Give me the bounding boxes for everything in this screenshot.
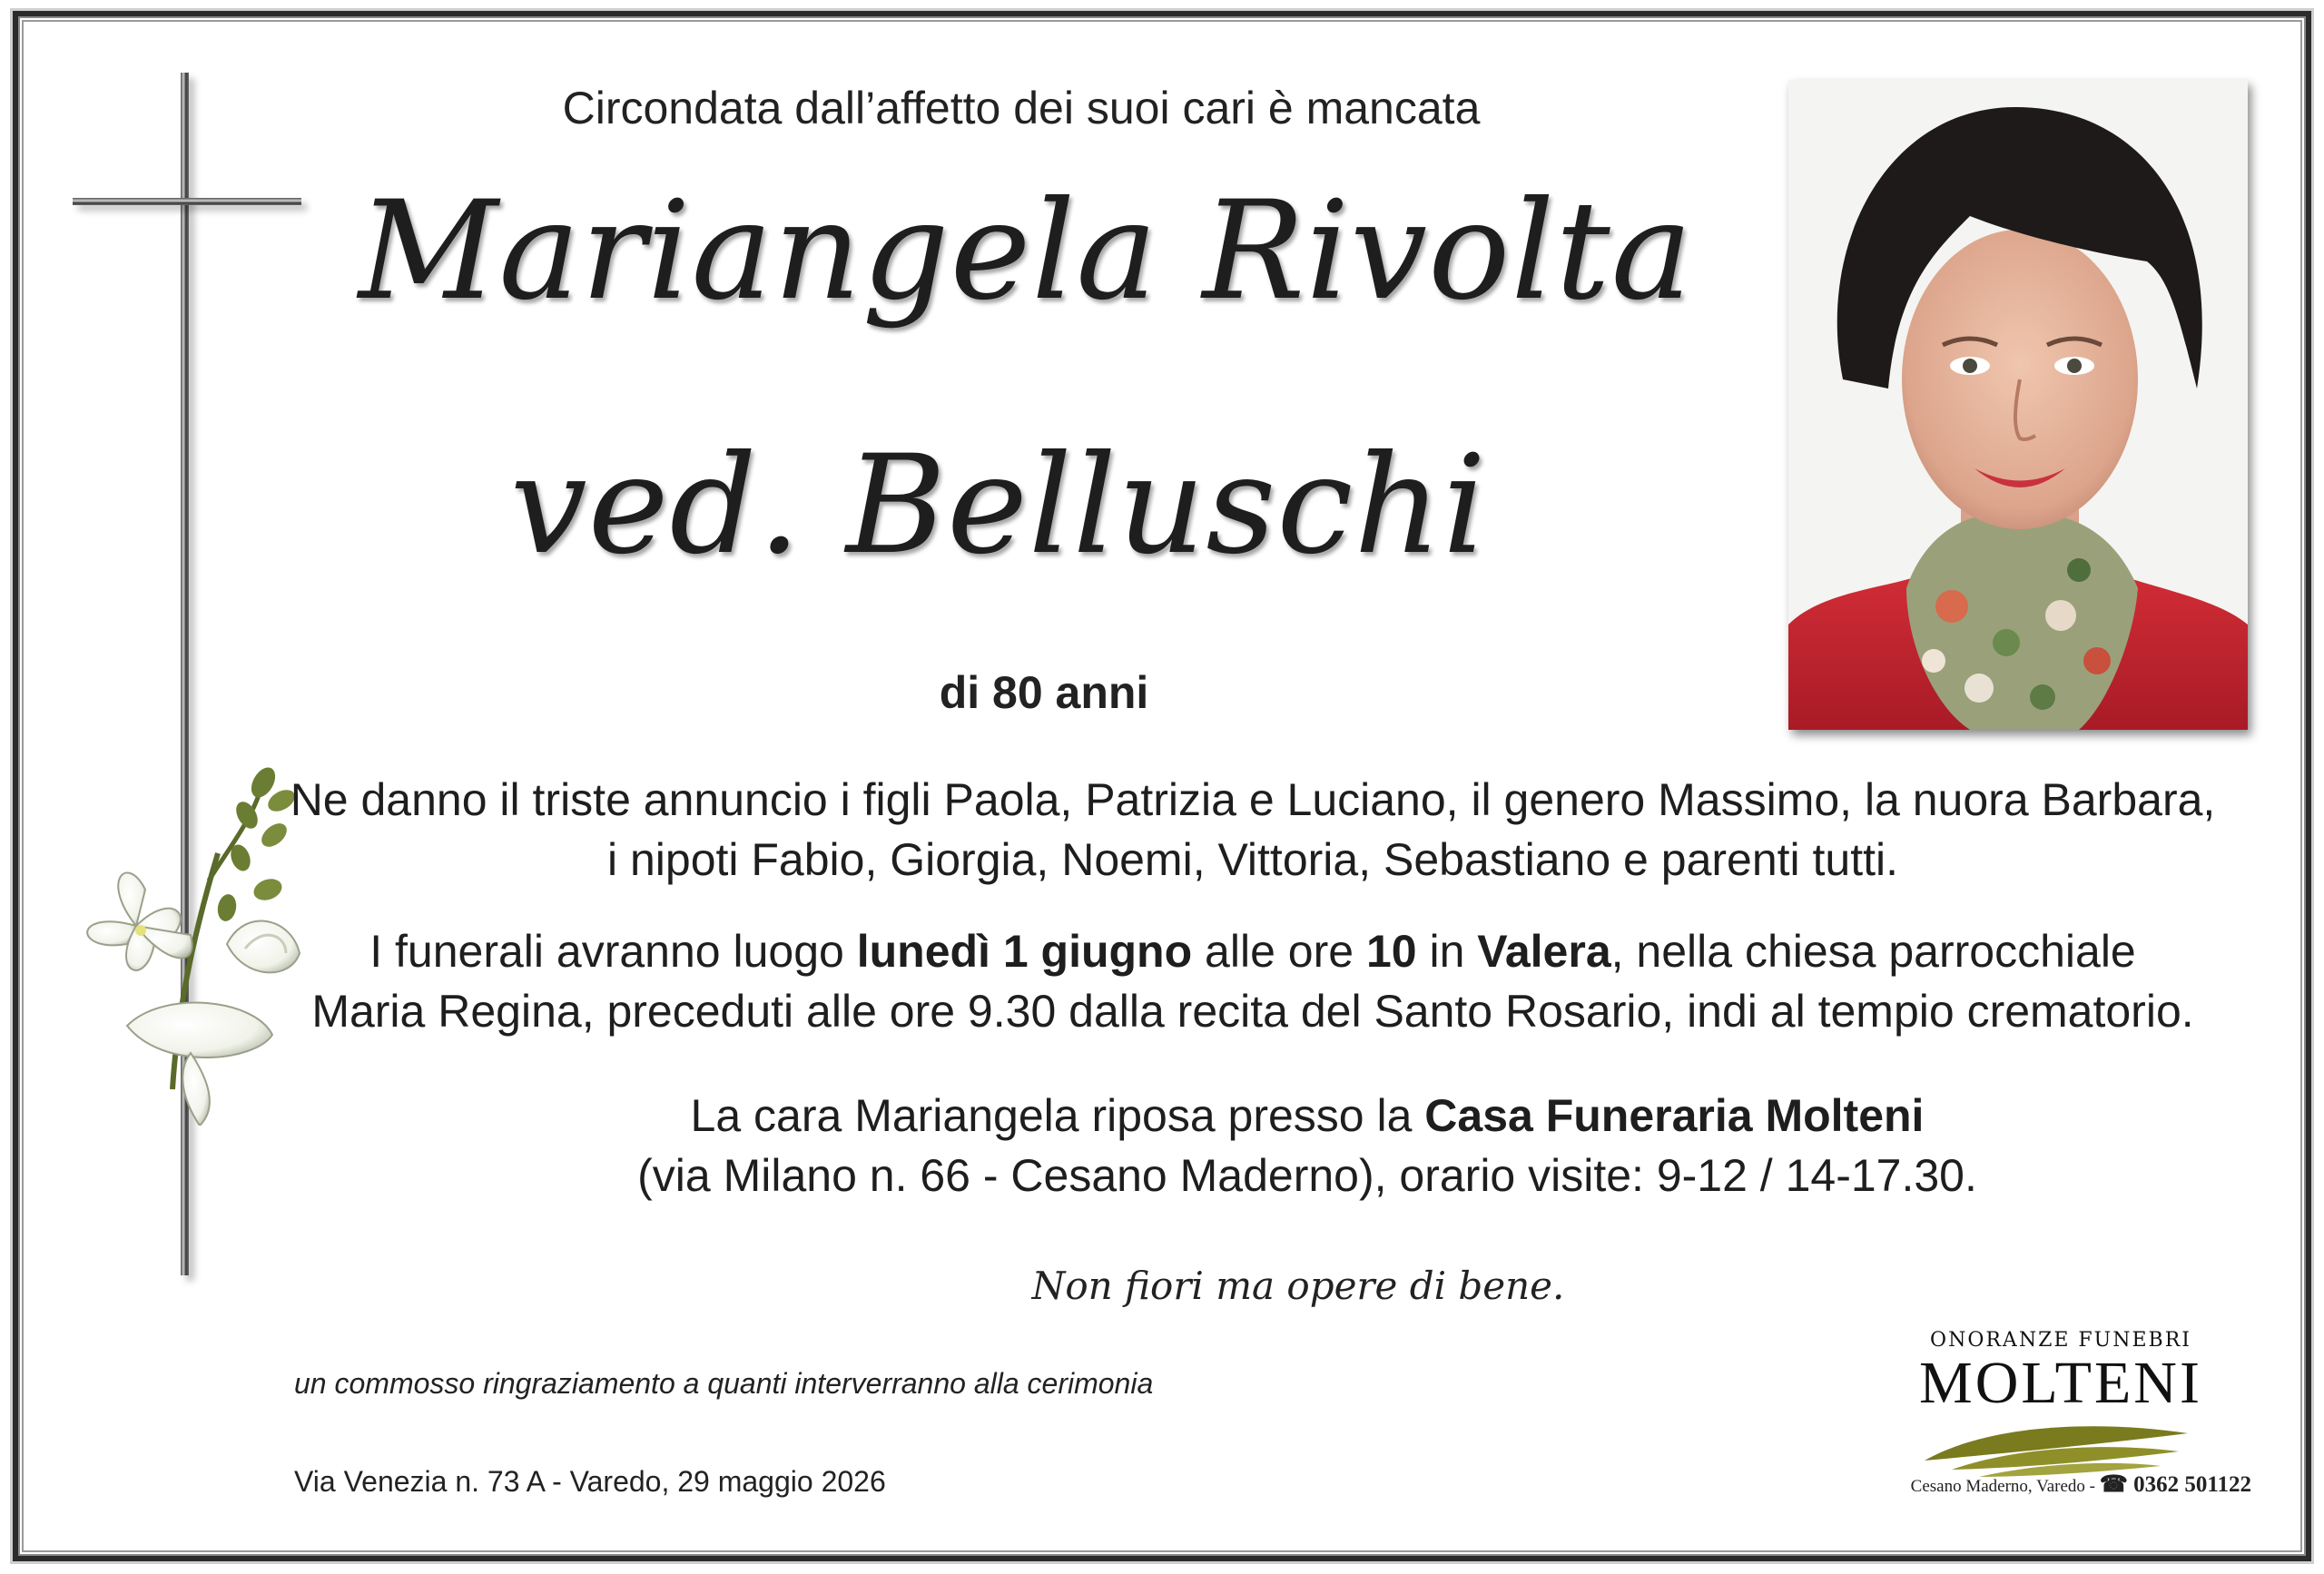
funeral-date: lunedì 1 giugno: [856, 926, 1193, 977]
motto-text: Non fiori ma opere di bene.: [1031, 1264, 1565, 1308]
telephone-icon: ☎: [2099, 1472, 2134, 1497]
funeral-text: alle ore: [1192, 926, 1366, 977]
funeral-place: Valera: [1477, 926, 1611, 977]
deceased-age: di 80 anni: [939, 667, 1149, 718]
logo-subtitle: ONORANZE FUNEBRI: [1930, 1329, 2191, 1352]
family-announcement: [272, 770, 2233, 890]
thanks-text: un commosso ringraziamento a quanti interverranno alla cerimonia: [294, 1367, 1154, 1400]
cross-icon-horizontal: [73, 198, 301, 205]
funeral-home-logo: [1870, 1325, 2251, 1507]
funeral-text: in: [1416, 926, 1478, 977]
logo-locations: Cesano Maderno, Varedo -: [1910, 1477, 2100, 1496]
funeral-line: [272, 921, 2233, 981]
funeral-line: Maria Regina, preceduti alle ore 9.30 dalla recita del Santo Rosario, indi al tempio crematorio.: [311, 986, 2194, 1037]
funeral-text: , nella chiesa parrocchiale: [1610, 926, 2136, 977]
rest-line: [454, 1086, 2161, 1146]
funeral-home-name: Casa Funeraria Molteni: [1424, 1090, 1925, 1141]
funeral-text: I funerali avranno luogo: [369, 926, 857, 977]
family-line: Ne danno il triste annuncio i figli Paola, Patrizia e Luciano, il genero Massimo, la nuora Barbara,: [290, 774, 2216, 825]
deceased-photo: [1788, 80, 2248, 730]
intro-text: Circondata dall’affetto dei suoi cari è mancata: [562, 83, 1481, 133]
olive-leaves-icon: [1915, 1415, 2206, 1479]
deceased-name: Mariangela Rivolta: [358, 172, 1694, 330]
rest-details: [454, 1086, 2161, 1205]
logo-phone-number: 0362 501122: [2133, 1472, 2251, 1497]
logo-name: MOLTENI: [1919, 1350, 2202, 1416]
portrait-image: [1788, 80, 2248, 730]
rest-line: (via Milano n. 66 - Cesano Maderno), orario visite: 9-12 / 14-17.30.: [637, 1150, 1977, 1201]
rest-text: La cara Mariangela riposa presso la: [690, 1090, 1425, 1141]
funeral-time: 10: [1365, 926, 1417, 977]
family-line: i nipoti Fabio, Giorgia, Noemi, Vittoria, Sebastiano e parenti tutti.: [606, 834, 1899, 885]
deceased-married-name: ved. Belluschi: [509, 427, 1487, 585]
funeral-details: [272, 921, 2233, 1041]
address-date: Via Venezia n. 73 A - Varedo, 29 maggio 2026: [294, 1465, 886, 1498]
logo-contact: [1870, 1471, 2251, 1498]
